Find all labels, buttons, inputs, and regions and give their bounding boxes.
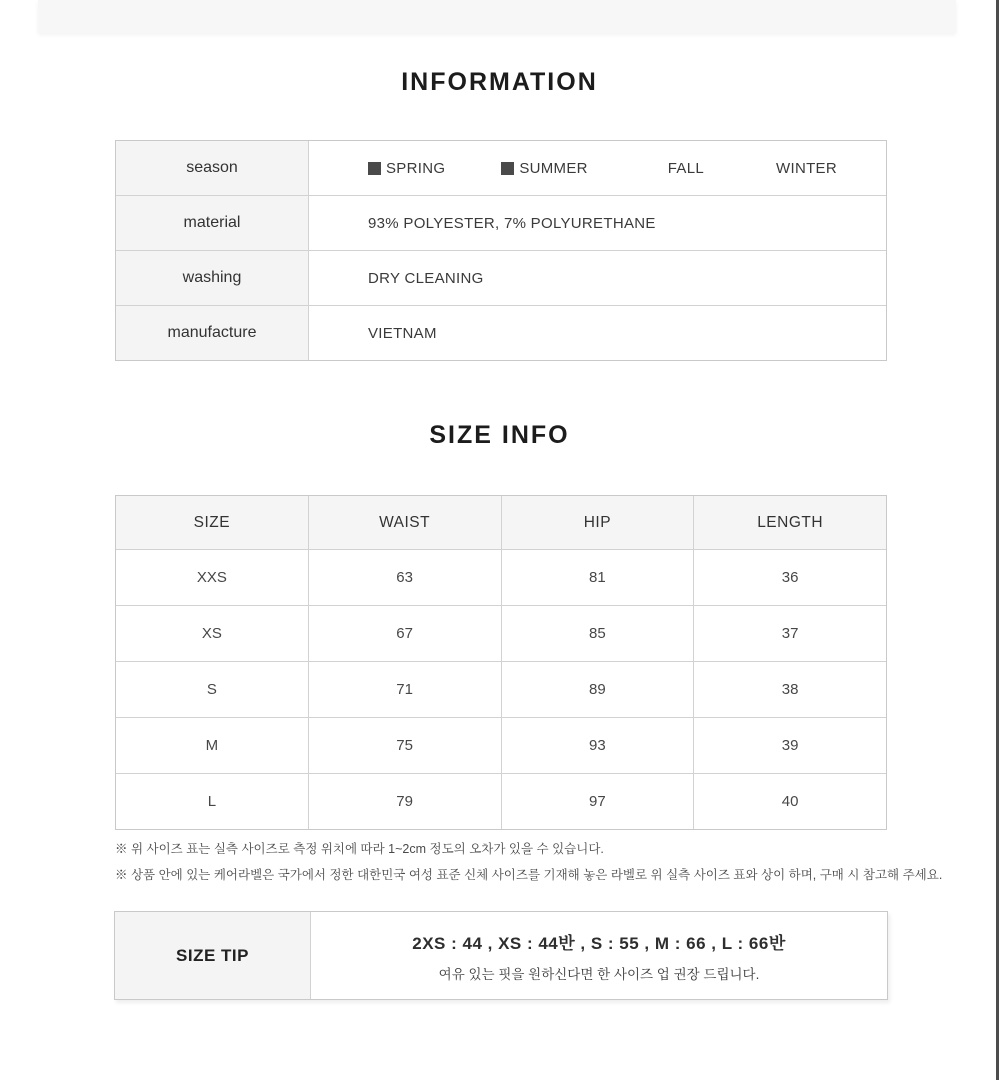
cell-size: S <box>116 662 309 717</box>
size-tip-conversion: 2XS : 44 , XS : 44반 , S : 55 , M : 66 , L : 66반 <box>412 933 786 953</box>
table-row-manufacture <box>116 306 886 360</box>
table-row-m <box>116 718 886 774</box>
cell-hip: 93 <box>502 718 695 773</box>
footnote-measurement-tolerance: ※ 위 사이즈 표는 실측 사이즈로 측정 위치에 따라 1~2cm 정도의 오차가 있을 수 있습니다. <box>115 842 604 856</box>
season-values <box>309 141 886 195</box>
table-row-s <box>116 662 886 718</box>
table-row-material <box>116 196 886 251</box>
cell-waist: 79 <box>309 774 502 829</box>
cell-hip: 97 <box>502 774 695 829</box>
row-label-manufacture: manufacture <box>116 306 309 360</box>
row-label-washing: washing <box>116 251 309 305</box>
cell-waist: 75 <box>309 718 502 773</box>
cell-length: 36 <box>781 569 799 586</box>
manufacture-value: VIETNAM <box>368 324 437 342</box>
previous-section-remnant <box>38 0 956 33</box>
season-item-spring <box>368 160 445 177</box>
season-item-fall <box>668 160 704 177</box>
season-marker-icon <box>368 162 381 175</box>
size-tip-label: SIZE TIP <box>115 912 311 999</box>
row-label-season: season <box>116 141 309 195</box>
size-tip-advice: 여유 있는 핏을 원하신다면 한 사이즈 업 권장 드립니다. <box>438 966 760 982</box>
table-row-xs <box>116 606 886 662</box>
season-item-winter <box>776 160 837 177</box>
column-header-size: SIZE <box>116 496 309 549</box>
column-header-hip: HIP <box>502 496 695 549</box>
season-label: WINTER <box>776 159 837 177</box>
cell-size: XS <box>116 606 309 661</box>
information-title: INFORMATION <box>401 68 598 96</box>
size-tip-content <box>311 912 887 999</box>
cell-waist: 71 <box>309 662 502 717</box>
cell-hip: 85 <box>502 606 695 661</box>
table-row-season <box>116 141 886 196</box>
cell-waist: 63 <box>309 550 502 605</box>
cell-hip: 81 <box>502 550 695 605</box>
cell-length: 37 <box>781 625 799 642</box>
cell-length: 39 <box>781 737 799 754</box>
column-header-waist: WAIST <box>309 496 502 549</box>
season-label: FALL <box>667 159 705 177</box>
table-row-washing <box>116 251 886 306</box>
table-row-l <box>116 774 886 829</box>
size-footnotes <box>115 839 943 891</box>
season-marker-icon <box>501 162 514 175</box>
column-header-length: LENGTH <box>757 513 824 531</box>
table-row-xxs <box>116 550 886 606</box>
row-label-material: material <box>116 196 309 250</box>
material-value: 93% POLYESTER, 7% POLYURETHANE <box>368 214 656 232</box>
size-info-title: SIZE INFO <box>429 421 570 449</box>
size-table <box>115 495 887 830</box>
season-item-summer <box>501 160 587 177</box>
cell-size: M <box>116 718 309 773</box>
cell-hip: 89 <box>502 662 695 717</box>
information-table <box>115 140 887 361</box>
cell-length: 38 <box>781 681 799 698</box>
footnote-care-label: ※ 상품 안에 있는 케어라벨은 국가에서 정한 대한민국 여성 표준 신체 사이즈를 기재해 놓은 라벨로 위 실측 사이즈 표와 상이 하며, 구매 시 참고해 주세요. <box>115 868 943 882</box>
season-label: SPRING <box>386 159 446 177</box>
cell-size: XXS <box>116 550 309 605</box>
cell-waist: 67 <box>309 606 502 661</box>
size-tip-box <box>114 911 888 1000</box>
cell-length: 40 <box>781 793 799 810</box>
cell-size: L <box>116 774 309 829</box>
season-label: SUMMER <box>519 159 588 177</box>
size-table-header <box>116 496 886 550</box>
washing-value: DRY CLEANING <box>368 269 484 287</box>
